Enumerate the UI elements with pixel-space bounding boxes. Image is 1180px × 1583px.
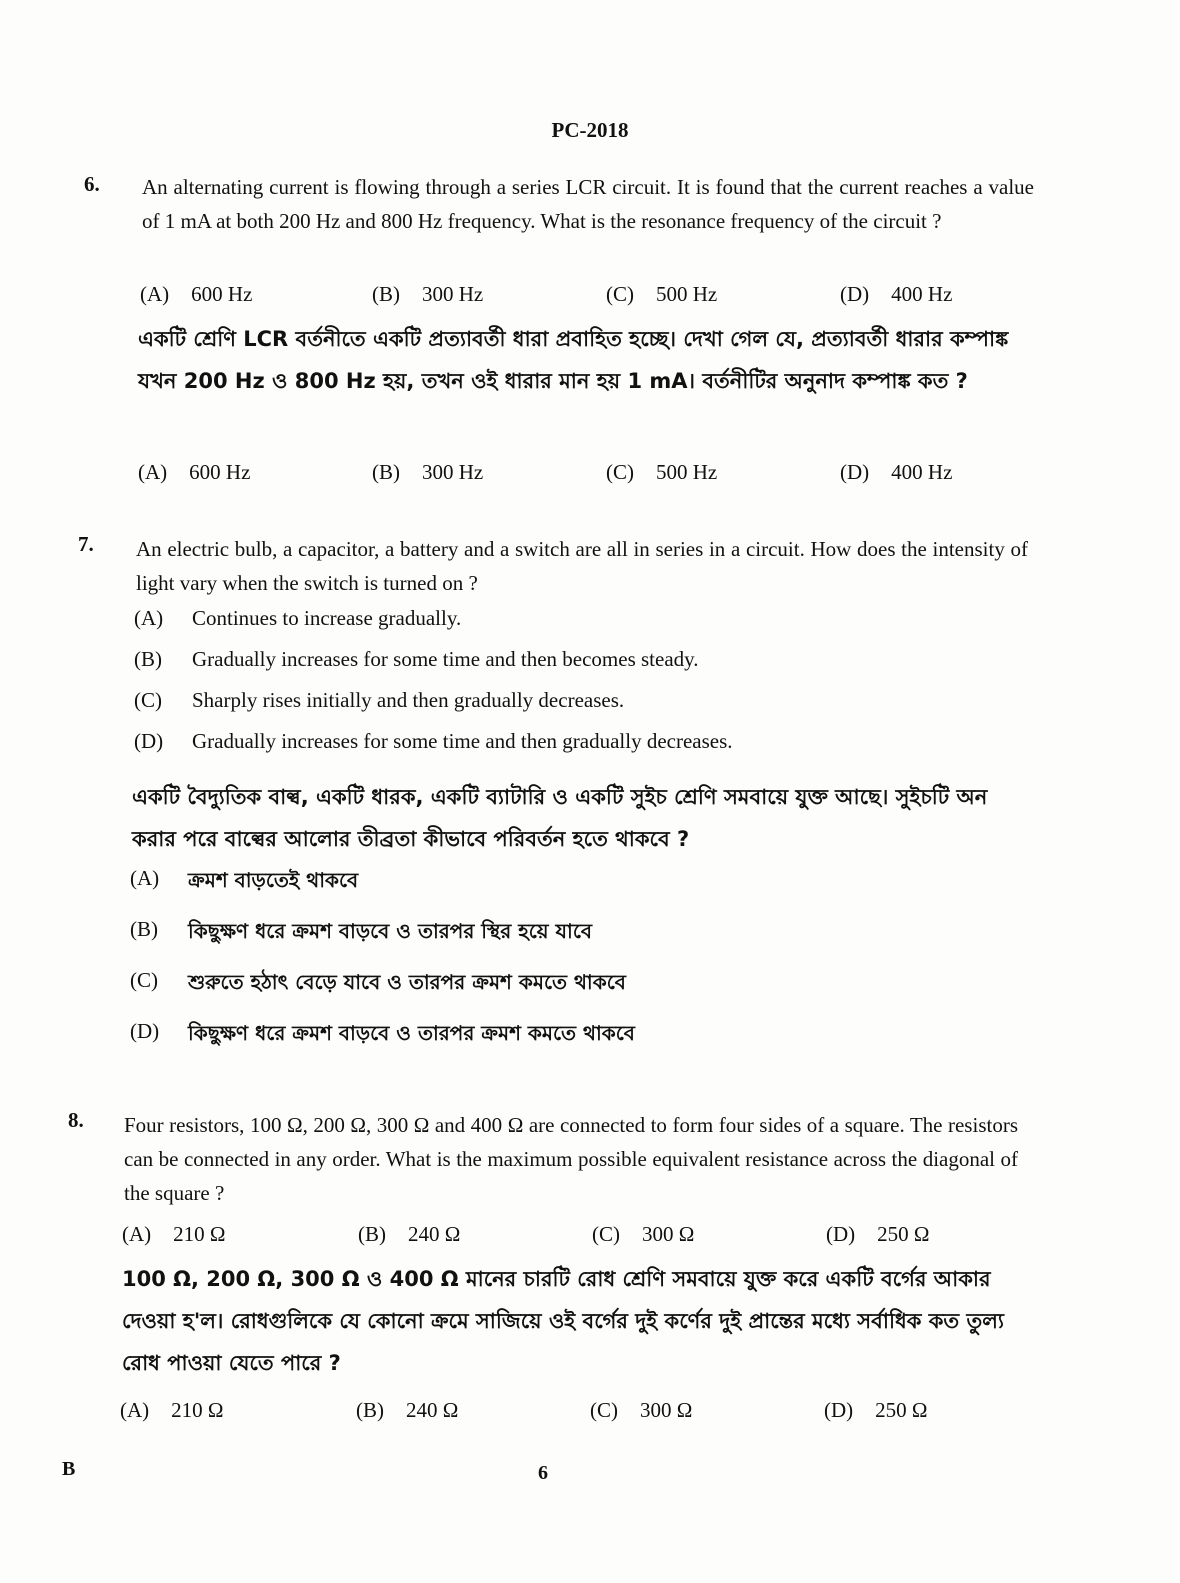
paper-code: PC-2018 — [551, 118, 629, 142]
question-text-bn: একটি বৈদ্যুতিক বাল্ব, একটি ধারক, একটি ব্যাটারি ও একটি সুইচ শ্রেণি সমবায়ে যুক্ত আছে। সুইচটি অন করার পরে বাল্বের আলোর তীব্রতা কীভাবে পরিবর্তন হতে থাকবে ? — [132, 785, 988, 851]
option-d: (D) কিছুক্ষণ ধরে ক্রমশ বাড়বে ও তারপর ক্রমশ কমতে থাকবে — [130, 1019, 635, 1045]
question-number: 6. — [84, 172, 100, 196]
option-a: (A) 600 Hz — [138, 460, 251, 484]
option-a: (A) 210 Ω — [120, 1398, 224, 1422]
options-en — [134, 606, 1034, 770]
question-text-bn: একটি শ্রেণি LCR বর্তনীতে একটি প্রত্যাবর্তী ধারা প্রবাহিত হচ্ছে। দেখা গেল যে, প্রত্যাবর্তী ধারার কম্পাঙ্ক যখন 200 Hz ও 800 Hz হয়, তখন ওই ধারার মান হয় 1 mA। বর্তনীটির অনুনাদ কম্পাঙ্ক কত ? — [138, 327, 1009, 393]
question-number: 8. — [68, 1108, 84, 1132]
option-a: (A) 600 Hz — [140, 282, 253, 306]
option-b: (B) 240 Ω — [356, 1398, 459, 1422]
option-c: (C) 500 Hz — [606, 282, 718, 306]
option-d: (D) Gradually increases for some time and then gradually decreases. — [134, 729, 733, 753]
option-b: (B) 240 Ω — [358, 1222, 461, 1246]
options-en — [140, 282, 952, 307]
option-a: (A) Continues to increase gradually. — [134, 606, 462, 630]
option-b: (B) Gradually increases for some time and then becomes steady. — [134, 647, 699, 671]
question-number: 7. — [78, 532, 94, 556]
question-text-en: Four resistors, 100 Ω, 200 Ω, 300 Ω and 400 Ω are connected to form four sides of a square. The resistors can be connected in any order. What is the maximum possible equivalent resistance across the diagonal of the square ? — [124, 1113, 1018, 1205]
question-text-en: An electric bulb, a capacitor, a battery and a switch are all in series in a circuit. How does the intensity of light vary when the switch is turned on ? — [136, 537, 1028, 595]
question-text-bn: 100 Ω, 200 Ω, 300 Ω ও 400 Ω মানের চারটি রোধ শ্রেণি সমবায়ে যুক্ত করে একটি বর্গের আকার দেওয়া হ'ল। রোধগুলিকে যে কোনো ক্রমে সাজিয়ে ওই বর্গের দুই কর্ণের দুই প্রান্তের মধ্যে সর্বাধিক কত তুল্য রোধ পাওয়া যেতে পারে ? — [122, 1267, 1004, 1375]
option-d: (D) 250 Ω — [824, 1398, 928, 1422]
option-a: (A) 210 Ω — [122, 1222, 226, 1246]
question-text-en: An alternating current is flowing through a series LCR circuit. It is found that the current reaches a value of 1 mA at both 200 Hz and 800 Hz frequency. What is the resonance frequency of the circuit ? — [142, 175, 1034, 233]
booklet-set: B — [62, 1458, 76, 1480]
option-b: (B) কিছুক্ষণ ধরে ক্রমশ বাড়বে ও তারপর স্থির হয়ে যাবে — [130, 917, 593, 943]
option-c: (C) Sharply rises initially and then gradually decreases. — [134, 688, 625, 712]
options-bn — [130, 866, 1030, 1070]
option-c: (C) শুরুতে হঠাৎ বেড়ে যাবে ও তারপর ক্রমশ কমতে থাকবে — [130, 968, 626, 994]
option-c: (C) 500 Hz — [606, 460, 718, 484]
option-d: (D) 250 Ω — [826, 1222, 930, 1246]
option-d: (D) 400 Hz — [840, 282, 953, 306]
options-bn — [120, 1398, 928, 1423]
option-c: (C) 300 Ω — [592, 1222, 695, 1246]
option-d: (D) 400 Hz — [840, 460, 953, 484]
option-c: (C) 300 Ω — [590, 1398, 693, 1422]
options-bn — [138, 460, 952, 485]
options-en — [122, 1222, 930, 1247]
option-b: (B) 300 Hz — [372, 282, 484, 306]
page-number: 6 — [538, 1462, 548, 1484]
option-b: (B) 300 Hz — [372, 460, 484, 484]
option-a: (A) ক্রমশ বাড়তেই থাকবে — [130, 866, 359, 892]
